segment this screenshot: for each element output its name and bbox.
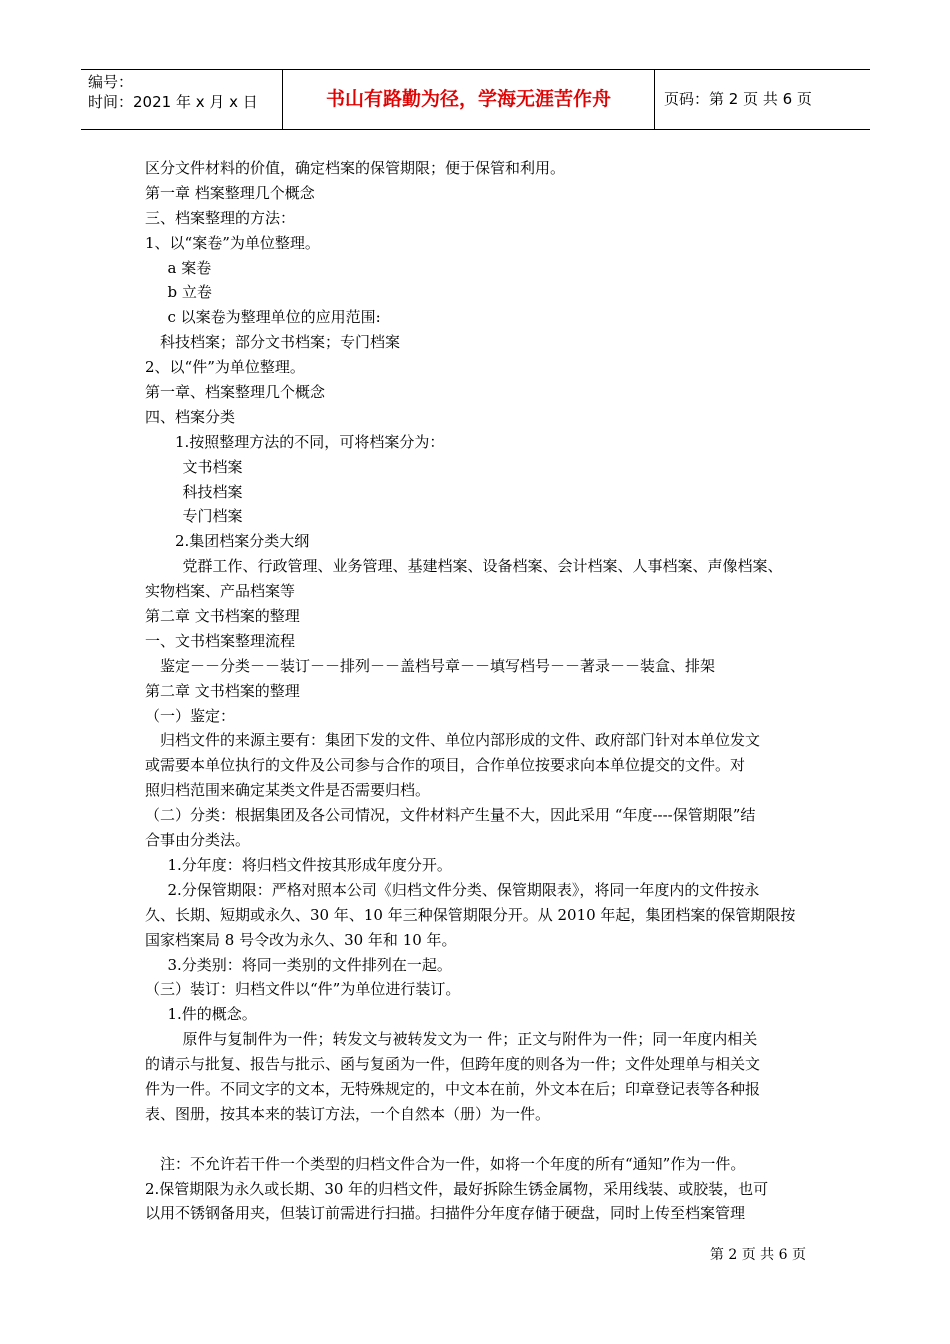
header-page-info: 页码：第 2 页 共 6 页 <box>664 90 812 108</box>
text-line: 第一章 档案整理几个概念 <box>145 183 315 202</box>
text-line: 科技档案 <box>182 482 243 501</box>
text-line: 1.件的概念。 <box>167 1005 257 1024</box>
text-line: 党群工作、行政管理、业务管理、基建档案、设备档案、会计档案、人事档案、声像档案、 <box>182 557 783 576</box>
text-line: 第一章、档案整理几个概念 <box>145 383 326 402</box>
text-line: 1、以“案卷”为单位整理。 <box>145 233 320 252</box>
text-line: 文书档案 <box>182 457 243 476</box>
document-date: 时间：2021 年 x 月 x 日 <box>88 93 258 111</box>
text-line: 以用不锈钢备用夹，但装订前需进行扫描。扫描件分年度存储于硬盘，同时上传至档案管理 <box>145 1204 746 1223</box>
text-line: 2、以“件”为单位整理。 <box>145 358 305 377</box>
text-line: 专门档案 <box>182 507 243 526</box>
text-line: 一、文书档案整理流程 <box>145 631 296 650</box>
text-line: 2.保管期限为永久或长期、30 年的归档文件，最好拆除生锈金属物，采用线装、或胶装，也可 <box>145 1179 769 1198</box>
text-line: 3.分类别：将同一类别的文件排列在一起。 <box>167 955 452 974</box>
text-line: 原件与复制件为一件；转发文与被转发文为一 件；正文与附件为一件；同一年度内相关 <box>182 1030 758 1049</box>
document-body <box>145 156 810 1226</box>
text-line: 第二章 文书档案的整理 <box>145 681 300 700</box>
text-line: 合事由分类法。 <box>145 831 251 850</box>
text-line: 鉴定－－分类－－装订－－排列－－盖档号章－－填写档号－－著录－－装盒、排架 <box>160 656 716 675</box>
text-line: 或需要本单位执行的文件及公司参与合作的项目，合作单位按要求向本单位提交的文件。对 <box>145 756 746 775</box>
text-line: b 立卷 <box>167 283 212 302</box>
text-line: 国家档案局 8 号令改为永久、30 年和 10 年。 <box>145 930 457 949</box>
text-line: 久、长期、短期或永久、30 年、10 年三种保管期限分开。从 2010 年起，集团档案的保管期限按 <box>145 905 796 924</box>
text-line: 1.分年度：将归档文件按其形成年度分开。 <box>167 855 452 874</box>
text-line: 四、档案分类 <box>145 407 236 426</box>
text-line: 注：不允许若干件一个类型的归档文件合为一件，如将一个年度的所有“通知”作为一件。 <box>160 1154 746 1173</box>
blank-line <box>145 1127 810 1152</box>
text-line: 三、档案整理的方法： <box>145 208 296 227</box>
text-line: 归档文件的来源主要有：集团下发的文件、单位内部形成的文件、政府部门针对本单位发文 <box>160 731 761 750</box>
page-footer: 第 2 页 共 6 页 <box>709 1247 806 1263</box>
text-line: 2.分保管期限：严格对照本公司《归档文件分类、保管期限表》，将同一年度内的文件按永 <box>167 880 760 899</box>
text-line: 区分文件材料的价值，确定档案的保管期限；便于保管和利用。 <box>145 159 566 177</box>
text-line: 件为一件。不同文字的文本，无特殊规定的，中文本在前，外文本在后；印章登记表等各种报 <box>145 1079 761 1098</box>
header-motto: 书山有路勤为径，学海无涯苦作舟 <box>325 88 611 110</box>
text-line: 表、图册，按其本来的装订方法，一个自然本（册）为一件。 <box>145 1104 551 1123</box>
text-line: 第二章 文书档案的整理 <box>145 607 300 626</box>
text-line: 照归档范围来确定某类文件是否需要归档。 <box>145 781 431 800</box>
text-line: c 以案卷为整理单位的应用范围: <box>167 308 381 327</box>
header-divider <box>654 70 655 129</box>
text-line: 1.按照整理方法的不同，可将档案分为： <box>175 432 445 451</box>
text-line: 2.集团档案分类大纲 <box>175 532 310 551</box>
text-line: （三）装订：归档文件以“件”为单位进行装订。 <box>145 980 461 999</box>
text-line: 的请示与批复、报告与批示、函与复函为一件，但跨年度的则各为一件；文件处理单与相关文 <box>145 1055 761 1074</box>
text-line: （一）鉴定： <box>145 706 236 725</box>
text-line: 科技档案；部分文书档案；专门档案 <box>160 333 401 352</box>
text-line: （二）分类：根据集团及各公司情况，文件材料产生量不大，因此采用 “年度----保管期限”结 <box>145 806 756 825</box>
document-number-label: 编号： <box>88 73 134 91</box>
header-meta <box>88 72 258 112</box>
text-line: a 案卷 <box>167 258 212 277</box>
text-line: 实物档案、产品档案等 <box>145 582 296 601</box>
page-header <box>81 69 870 130</box>
